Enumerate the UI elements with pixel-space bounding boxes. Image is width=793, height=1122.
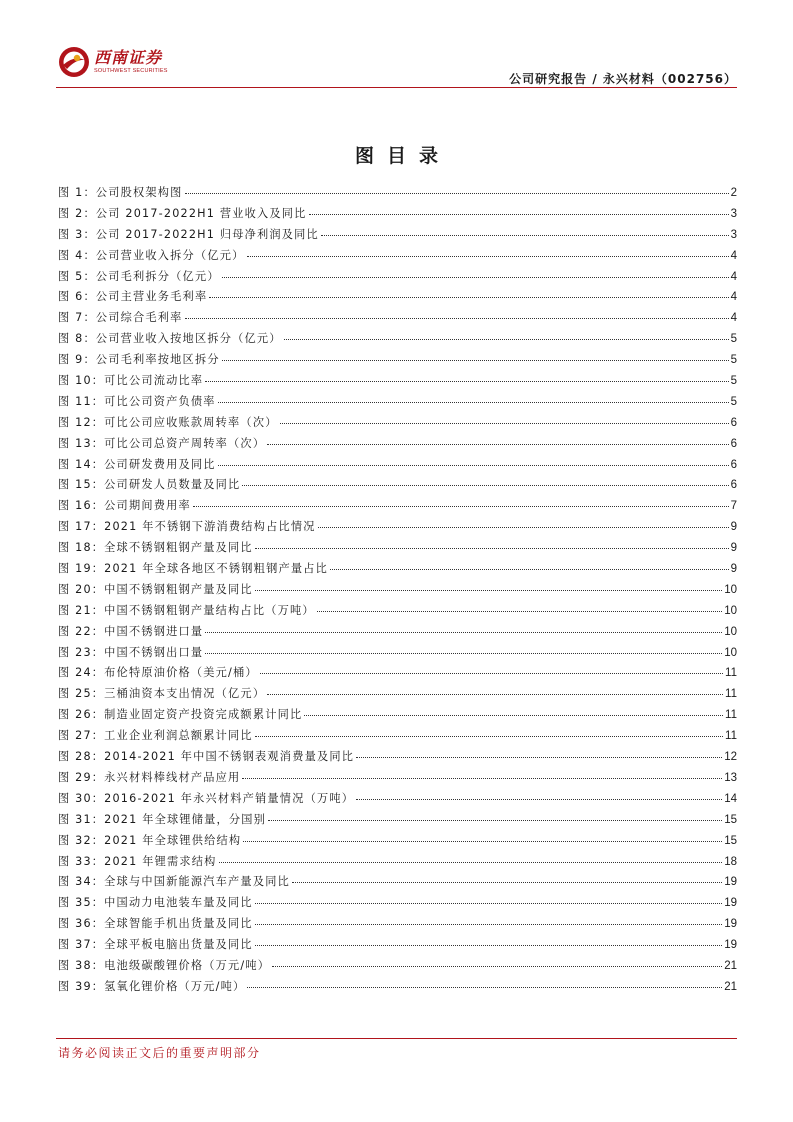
toc-entry-label: 图 8：公司营业收入按地区拆分（亿元） [58,332,282,346]
toc-dot-leader [247,987,722,988]
report-header-title: 公司研究报告 / 永兴材料（002756） [509,72,737,86]
toc-entry-page: 5 [730,354,737,367]
toc-entry[interactable] [58,873,737,894]
toc-entry[interactable] [58,811,737,832]
toc-entry-page: 4 [730,312,737,325]
toc-entry-label: 图 14：公司研发费用及同比 [58,457,216,471]
toc-entry[interactable] [58,184,737,205]
toc-entry-page: 11 [725,730,737,743]
toc-dot-leader [292,882,722,883]
toc-dot-leader [185,318,729,319]
toc-entry-page: 18 [724,855,737,868]
toc-entry-label: 图 7：公司综合毛利率 [58,311,183,325]
toc-entry-page: 4 [730,291,737,304]
figure-list [58,184,737,999]
toc-entry-page: 21 [724,980,737,993]
company-logo [58,46,168,78]
toc-dot-leader [268,820,722,821]
toc-entry[interactable] [58,393,737,414]
toc-dot-leader [222,360,729,361]
toc-entry-label: 图 29：永兴材料棒线材产品应用 [58,770,241,784]
toc-entry-page: 9 [730,521,737,534]
toc-dot-leader [260,673,723,674]
toc-entry-page: 6 [730,437,737,450]
toc-entry-label: 图 10：可比公司流动比率 [58,374,204,388]
toc-entry-page: 10 [724,646,737,659]
toc-dot-leader [272,966,722,967]
page-title: 图目录 [354,145,451,167]
toc-entry-label: 图 31：2021 年全球锂储量，分国别 [58,812,267,826]
toc-entry-page: 9 [730,542,737,555]
page-header [0,0,793,92]
toc-entry[interactable] [58,790,737,811]
toc-dot-leader [267,444,728,445]
footer-divider [56,1038,737,1039]
toc-entry[interactable] [58,309,737,330]
toc-entry-page: 6 [730,416,737,429]
toc-entry-page: 4 [730,270,737,283]
toc-entry-label: 图 19：2021 年全球各地区不锈钢粗钢产量占比 [58,562,329,576]
toc-entry-label: 图 20：中国不锈钢粗钢产量及同比 [58,582,253,596]
toc-entry-label: 图 1：公司股权架构图 [58,186,183,199]
toc-dot-leader [242,778,722,779]
toc-entry-page: 6 [730,479,737,492]
swsc-logo-icon [58,46,90,78]
toc-entry[interactable] [58,226,737,247]
toc-entry-label: 图 15：公司研发人员数量及同比 [58,478,241,492]
toc-entry-page: 11 [725,709,737,722]
toc-entry-label: 图 21：中国不锈钢粗钢产量结构占比（万吨） [58,603,315,617]
toc-dot-leader [193,506,729,507]
toc-entry-label: 图 26：制造业固定资产投资完成额累计同比 [58,708,303,722]
toc-entry[interactable] [58,497,737,518]
toc-entry-label: 图 4：公司营业收入拆分（亿元） [58,248,245,262]
toc-entry[interactable] [58,748,737,769]
footer-disclaimer: 请务必阅读正文后的重要声明部分 [58,1046,261,1060]
logo-english-name: SOUTHWEST SECURITIES [94,67,168,74]
toc-entry-page: 19 [724,876,737,889]
toc-entry-page: 13 [724,771,737,784]
toc-entry-label: 图 39：氢氧化锂价格（万元/吨） [58,979,246,993]
toc-entry-page: 7 [730,500,737,513]
toc-dot-leader [209,297,728,298]
toc-entry-label: 图 3：公司 2017-2022H1 归母净利润及同比 [58,227,319,241]
toc-entry-page: 3 [730,207,737,220]
toc-entry-label: 图 18：全球不锈钢粗钢产量及同比 [58,541,253,555]
toc-entry[interactable] [58,560,737,581]
toc-entry-label: 图 22：中国不锈钢进口量 [58,624,204,638]
toc-dot-leader [330,569,729,570]
toc-entry[interactable] [58,936,737,957]
toc-dot-leader [255,945,722,946]
toc-entry-page: 5 [730,395,737,408]
toc-dot-leader [243,841,722,842]
toc-dot-leader [242,485,728,486]
toc-entry-label: 图 38：电池级碳酸锂价格（万元/吨） [58,958,271,972]
toc-entry-page: 10 [724,583,737,596]
logo-chinese-name: 西南证券 [94,47,163,67]
toc-entry-page: 4 [730,249,737,262]
toc-entry[interactable] [58,957,737,978]
toc-entry-page: 12 [724,751,737,764]
toc-entry-label: 图 24：布伦特原油价格（美元/桶） [58,666,258,680]
toc-dot-leader [356,799,722,800]
toc-entry-page: 10 [724,604,737,617]
toc-entry[interactable] [58,978,737,999]
toc-entry[interactable] [58,853,737,874]
toc-entry-page: 9 [730,563,737,576]
toc-entry[interactable] [58,894,737,915]
toc-entry-page: 15 [724,813,737,826]
toc-entry-page: 6 [730,458,737,471]
toc-entry[interactable] [58,685,737,706]
toc-entry-label: 图 35：中国动力电池装车量及同比 [58,896,253,910]
toc-dot-leader [255,903,722,904]
toc-entry-label: 图 5：公司毛利拆分（亿元） [58,269,220,283]
toc-entry[interactable] [58,205,737,226]
toc-entry-page: 5 [730,375,737,388]
toc-dot-leader [284,339,729,340]
toc-entry-label: 图 13：可比公司总资产周转率（次） [58,436,266,450]
toc-entry[interactable] [58,476,737,497]
toc-entry[interactable] [58,769,737,790]
toc-entry-label: 图 2：公司 2017-2022H1 营业收入及同比 [58,206,307,220]
toc-dot-leader [255,548,729,549]
toc-entry[interactable] [58,706,737,727]
toc-dot-leader [205,381,728,382]
toc-entry-label: 图 12：可比公司应收账款周转率（次） [58,415,278,429]
toc-entry[interactable] [58,288,737,309]
toc-dot-leader [205,653,722,654]
toc-entry-label: 图 28：2014-2021 年中国不锈钢表观消费量及同比 [58,750,355,764]
toc-dot-leader [356,757,722,758]
toc-dot-leader [247,256,729,257]
toc-entry-page: 15 [724,834,737,847]
toc-dot-leader [218,465,729,466]
toc-entry-label: 图 34：全球与中国新能源汽车产量及同比 [58,875,290,889]
toc-entry-page: 19 [724,939,737,952]
toc-dot-leader [222,277,729,278]
toc-entry[interactable] [58,581,737,602]
toc-entry-label: 图 32：2021 年全球锂供给结构 [58,833,242,847]
toc-entry[interactable] [58,518,737,539]
toc-entry-label: 图 6：公司主营业务毛利率 [58,290,208,304]
toc-entry[interactable] [58,435,737,456]
toc-entry[interactable] [58,414,737,435]
toc-entry[interactable] [58,539,737,560]
toc-entry-label: 图 30：2016-2021 年永兴材料产销量情况（万吨） [58,791,355,805]
toc-entry[interactable] [58,832,737,853]
toc-entry-label: 图 27：工业企业利润总额累计同比 [58,729,253,743]
toc-entry-page: 3 [730,228,737,241]
toc-entry-page: 19 [724,918,737,931]
toc-entry-label: 图 23：中国不锈钢出口量 [58,645,204,659]
toc-entry-label: 图 17：2021 年不锈钢下游消费结构占比情况 [58,520,316,534]
toc-entry-page: 11 [725,688,737,701]
header-divider [56,87,737,88]
toc-entry-page: 19 [724,897,737,910]
toc-dot-leader [317,611,722,612]
toc-entry[interactable] [58,247,737,268]
toc-entry-page: 2 [730,187,737,199]
toc-entry-page: 11 [725,667,737,680]
toc-dot-leader [280,423,729,424]
toc-entry-page: 5 [730,333,737,346]
toc-entry-label: 图 9：公司毛利率按地区拆分 [58,353,220,367]
toc-entry[interactable] [58,664,737,685]
toc-entry-label: 图 11：可比公司资产负债率 [58,394,216,408]
toc-entry[interactable] [58,351,737,372]
toc-entry-label: 图 25：三桶油资本支出情况（亿元） [58,687,266,701]
toc-entry[interactable] [58,644,737,665]
toc-dot-leader [321,235,729,236]
toc-entry-label: 图 36：全球智能手机出货量及同比 [58,917,253,931]
toc-dot-leader [218,402,729,403]
toc-entry[interactable] [58,602,737,623]
toc-entry-page: 14 [724,792,737,805]
toc-entry-label: 图 37：全球平板电脑出货量及同比 [58,938,253,952]
toc-entry[interactable] [58,915,737,936]
toc-entry[interactable] [58,456,737,477]
toc-entry-label: 图 16：公司期间费用率 [58,499,191,513]
toc-dot-leader [255,924,722,925]
toc-entry-page: 10 [724,625,737,638]
toc-entry[interactable] [58,330,737,351]
toc-entry[interactable] [58,623,737,644]
toc-entry-page: 21 [724,959,737,972]
toc-dot-leader [255,590,722,591]
toc-entry[interactable] [58,372,737,393]
toc-dot-leader [205,632,722,633]
toc-dot-leader [309,214,729,215]
toc-dot-leader [267,694,723,695]
toc-dot-leader [304,715,723,716]
toc-dot-leader [255,736,723,737]
toc-dot-leader [318,527,729,528]
toc-entry[interactable] [58,268,737,289]
toc-dot-leader [219,862,723,863]
toc-entry-label: 图 33：2021 年锂需求结构 [58,854,217,868]
toc-dot-leader [185,193,729,194]
toc-entry[interactable] [58,727,737,748]
